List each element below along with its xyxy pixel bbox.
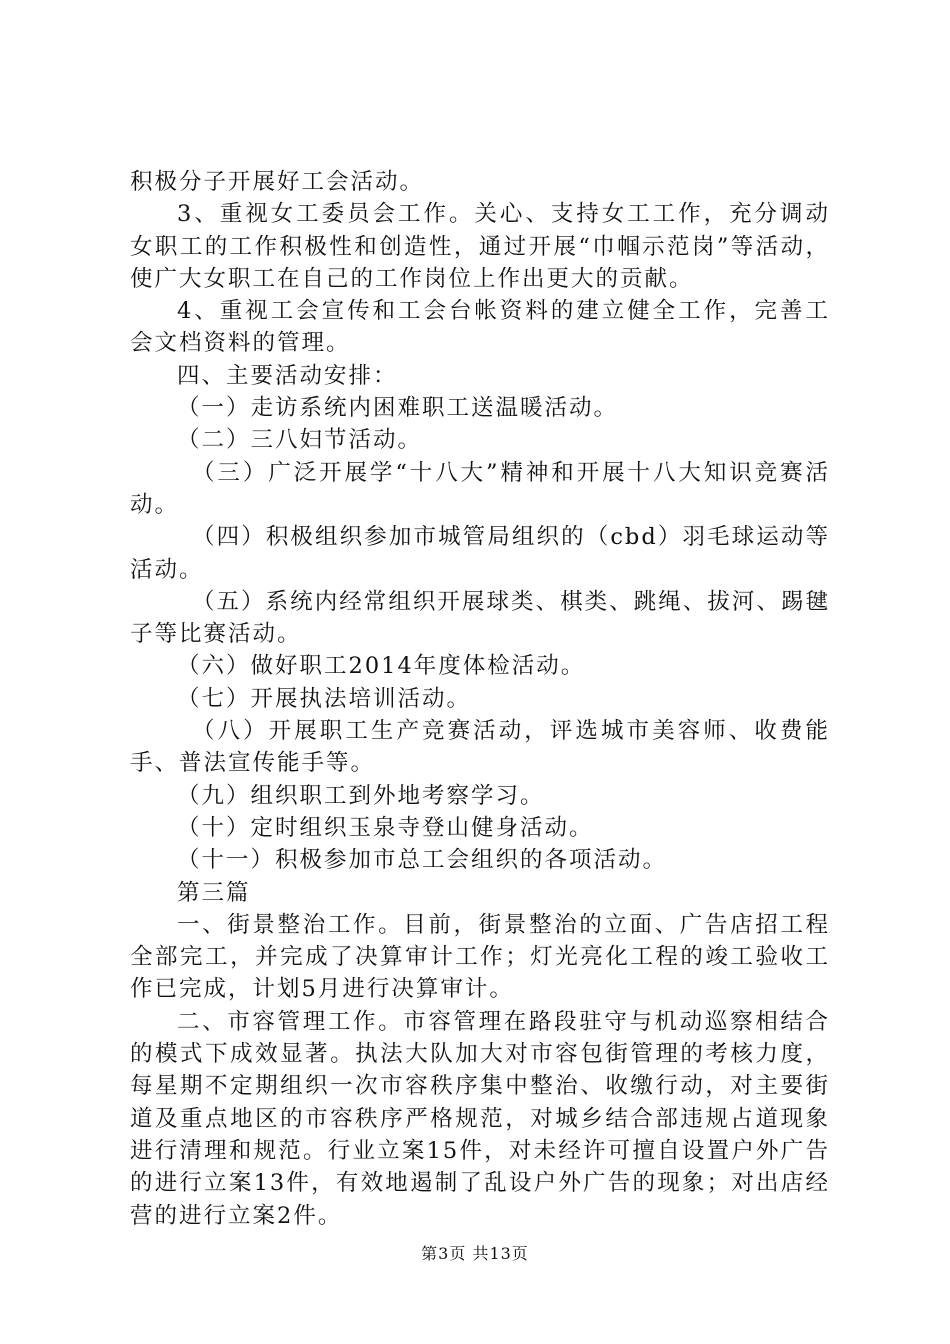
list-item: （十）定时组织玉泉寺登山健身活动。 bbox=[177, 814, 594, 841]
list-item: （六）做好职工2014年度体检活动。 bbox=[177, 653, 586, 680]
paragraph: 积极分子开展好工会活动。 bbox=[130, 169, 425, 195]
section-title: 第三篇 bbox=[177, 879, 251, 906]
paragraph: 3、重视女工委员会工作。关心、支持女工工作，充分调动女职工的工作积极性和创造性，通过开展“巾帼示范岗”等活动，使广大女职工在自己的工作岗位上作出更大的贡献。 bbox=[130, 201, 830, 292]
list-item: （五）系统内经常组织开展球类、棋类、跳绳、拔河、踢毽子等比赛活动。 bbox=[130, 588, 830, 648]
list-item: （八）开展职工生产竞赛活动，评选城市美容师、收费能手、普法宣传能手等。 bbox=[130, 718, 830, 777]
paragraph: 一、街景整治工作。目前，街景整治的立面、广告店招工程全部完工，并完成了决算审计工作；灯光亮化工程的竣工验收工作已完成，计划5月进行决算审计。 bbox=[130, 911, 830, 1003]
list-item: （二）三八妇节活动。 bbox=[177, 427, 423, 454]
paragraph: 二、市容管理工作。市容管理在路段驻守与机动巡察相结合的模式下成效显著。执法大队加大对市容包街管理的考核力度，每星期不定期组织一次市容秩序集中整治、收缴行动，对主要街道及重点地区的市容秩序严格规范，对城乡结合部违规占道现象进行清理和规范。行业立案15件，对未经许可擅自设置户外广告的进行立案13件，有效地遏制了乱设户外广告的现象；对出店经营的进行立案2件。 bbox=[130, 1008, 830, 1229]
list-item: （十一）积极参加市总工会组织的各项活动。 bbox=[177, 847, 668, 874]
list-item: （七）开展执法培训活动。 bbox=[177, 685, 472, 712]
section-heading: 四、主要活动安排： bbox=[177, 362, 398, 389]
list-item: （四）积极组织参加市城管局组织的（cbd）羽毛球运动等活动。 bbox=[130, 524, 830, 583]
list-item: （三）广泛开展学“十八大”精神和开展十八大知识竞赛活动。 bbox=[130, 459, 830, 518]
document-body bbox=[130, 166, 830, 1232]
paragraph: 4、重视工会宣传和工会台帐资料的建立健全工作，完善工会文档资料的管理。 bbox=[130, 298, 830, 357]
list-item: （一）走访系统内困难职工送温暖活动。 bbox=[177, 395, 619, 422]
page-footer: 第3页 共13页 bbox=[421, 1244, 529, 1263]
list-item: （九）组织职工到外地考察学习。 bbox=[177, 782, 545, 809]
